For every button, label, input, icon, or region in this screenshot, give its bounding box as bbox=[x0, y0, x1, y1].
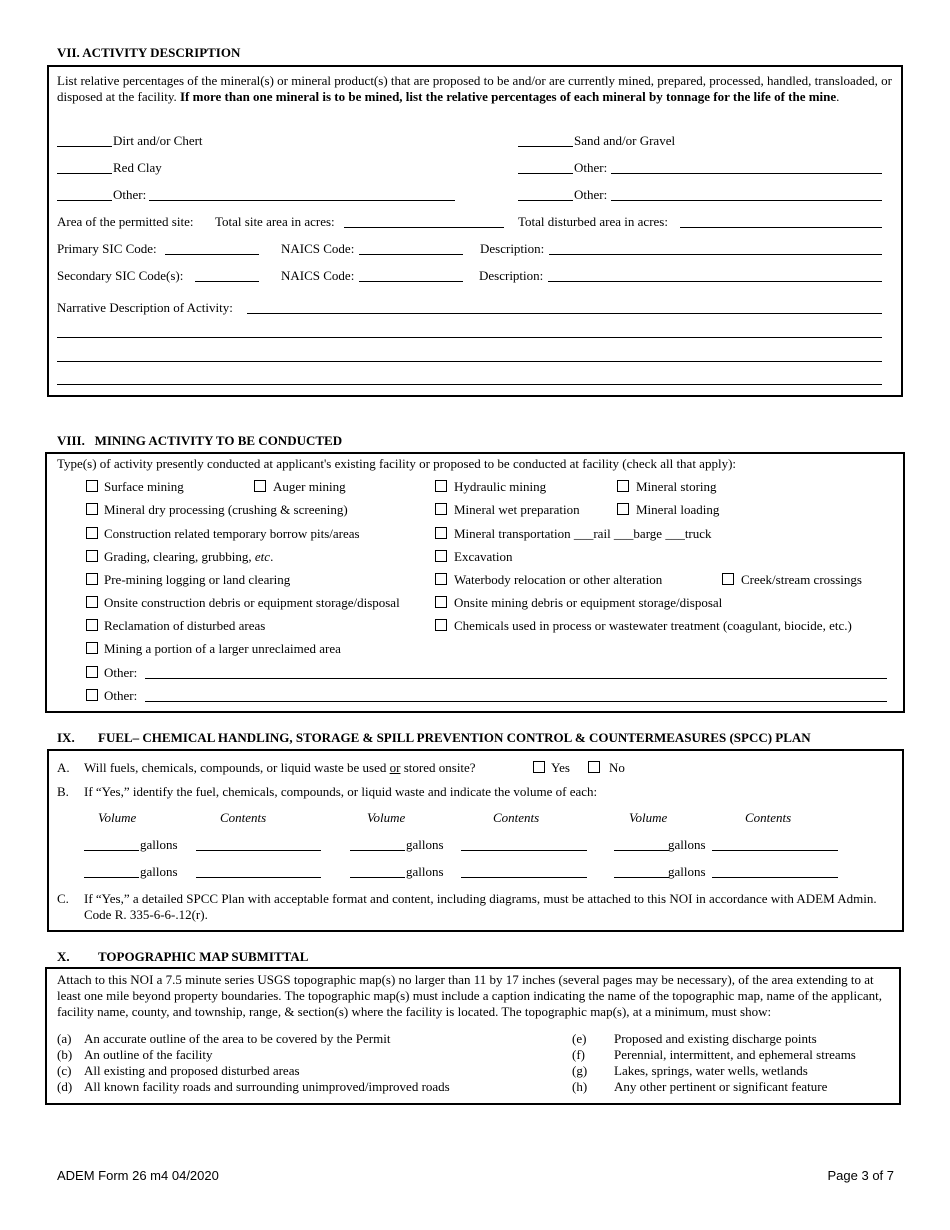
other-right2-label: Other: bbox=[574, 187, 608, 202]
section-vii-box bbox=[47, 65, 903, 397]
contents-header-1: Contents bbox=[220, 810, 267, 825]
primary-sic-field[interactable] bbox=[165, 254, 259, 255]
volume-1-3-field[interactable] bbox=[614, 850, 669, 851]
gallons-label: gallons bbox=[140, 864, 178, 879]
total-disturbed-field[interactable] bbox=[680, 227, 882, 228]
gallons-label: gallons bbox=[406, 837, 444, 852]
section-viii-title: VIII. MINING ACTIVITY TO BE CONDUCTED bbox=[57, 433, 343, 448]
logging-label: Pre-mining logging or land clearing bbox=[104, 572, 291, 587]
other-activity-1-checkbox[interactable] bbox=[86, 666, 98, 678]
chemicals-label: Chemicals used in process or wastewater treatment (coagulant, biocide, etc.) bbox=[454, 618, 852, 633]
total-disturbed-label: Total disturbed area in acres: bbox=[518, 214, 668, 229]
reclamation-checkbox[interactable] bbox=[86, 619, 98, 631]
narrative-field-3[interactable] bbox=[57, 361, 882, 362]
other-activity-2-label: Other: bbox=[104, 688, 138, 703]
sand-label: Sand and/or Gravel bbox=[574, 133, 676, 148]
grading-checkbox[interactable] bbox=[86, 550, 98, 562]
waterbody-checkbox[interactable] bbox=[435, 573, 447, 585]
volume-2-3-field[interactable] bbox=[614, 877, 669, 878]
primary-description-field[interactable] bbox=[549, 254, 882, 255]
footer-form-id: ADEM Form 26 m4 04/2020 bbox=[57, 1168, 219, 1183]
primary-naics-label: NAICS Code: bbox=[281, 241, 355, 256]
question-a-letter: A. bbox=[57, 760, 70, 775]
excavation-label: Excavation bbox=[454, 549, 513, 564]
contents-1-3-field[interactable] bbox=[712, 850, 838, 851]
question-a-text: Will fuels, chemicals, compounds, or liquid waste be used or stored onsite? bbox=[84, 760, 476, 775]
section-x-title: TOPOGRAPHIC MAP SUBMITTAL bbox=[98, 949, 309, 964]
gallons-label: gallons bbox=[668, 837, 706, 852]
other-activity-1-label: Other: bbox=[104, 665, 138, 680]
waterbody-label: Waterbody relocation or other alteration bbox=[454, 572, 663, 587]
mineral-storing-label: Mineral storing bbox=[636, 479, 717, 494]
sand-percent-field[interactable] bbox=[518, 146, 573, 147]
chemicals-checkbox[interactable] bbox=[435, 619, 447, 631]
map-item: (c) All existing and proposed disturbed areas bbox=[57, 1063, 300, 1078]
logging-checkbox[interactable] bbox=[86, 573, 98, 585]
grading-label: Grading, clearing, grubbing, etc. bbox=[104, 549, 274, 564]
mineral-loading-label: Mineral loading bbox=[636, 502, 720, 517]
map-item: (g) Lakes, springs, water wells, wetlands bbox=[572, 1063, 808, 1078]
other-activity-2-checkbox[interactable] bbox=[86, 689, 98, 701]
contents-2-3-field[interactable] bbox=[712, 877, 838, 878]
map-item: (a) An accurate outline of the area to be covered by the Permit bbox=[57, 1031, 391, 1046]
section-x-number: X. bbox=[57, 949, 70, 964]
volume-1-2-field[interactable] bbox=[350, 850, 405, 851]
volume-2-1-field[interactable] bbox=[84, 877, 139, 878]
other-right1-field[interactable] bbox=[611, 173, 882, 174]
mining-debris-label: Onsite mining debris or equipment storage/disposal bbox=[454, 595, 723, 610]
dry-processing-label: Mineral dry processing (crushing & screening) bbox=[104, 502, 348, 517]
unreclaimed-area-checkbox[interactable] bbox=[86, 642, 98, 654]
mining-debris-checkbox[interactable] bbox=[435, 596, 447, 608]
narrative-field-2[interactable] bbox=[57, 337, 882, 338]
total-site-field[interactable] bbox=[344, 227, 504, 228]
red-clay-percent-field[interactable] bbox=[57, 173, 112, 174]
other-right2-percent-field[interactable] bbox=[518, 200, 573, 201]
question-b-text: If “Yes,” identify the fuel, chemicals, compounds, or liquid waste and indicate the volume of each: bbox=[84, 784, 598, 799]
gallons-label: gallons bbox=[406, 864, 444, 879]
map-item: (e) Proposed and existing discharge points bbox=[572, 1031, 817, 1046]
area-label: Area of the permitted site: bbox=[57, 214, 194, 229]
question-c-text: If “Yes,” a detailed SPCC Plan with acceptable format and content, including diagrams, must be attached to this NOI in accordance with ADEM Admin. Code R. 335-6-6-.12(r). bbox=[84, 891, 877, 922]
question-b-letter: B. bbox=[57, 784, 69, 799]
total-site-label: Total site area in acres: bbox=[215, 214, 335, 229]
secondary-naics-label: NAICS Code: bbox=[281, 268, 355, 283]
map-item: (d) All known facility roads and surrounding unimproved/improved roads bbox=[57, 1079, 450, 1094]
other-left-label: Other: bbox=[113, 187, 147, 202]
auger-mining-checkbox[interactable] bbox=[254, 480, 266, 492]
footer-page-number: Page 3 of 7 bbox=[827, 1168, 894, 1183]
contents-2-2-field[interactable] bbox=[461, 877, 587, 878]
no-checkbox[interactable] bbox=[588, 761, 600, 773]
mineral-loading-checkbox[interactable] bbox=[617, 503, 629, 515]
other-right1-percent-field[interactable] bbox=[518, 173, 573, 174]
other-left-field[interactable] bbox=[149, 200, 455, 201]
yes-checkbox[interactable] bbox=[533, 761, 545, 773]
map-item: (h) Any other pertinent or significant feature bbox=[572, 1079, 828, 1094]
secondary-description-label: Description: bbox=[479, 268, 544, 283]
construction-debris-checkbox[interactable] bbox=[86, 596, 98, 608]
volume-header-2: Volume bbox=[367, 810, 406, 825]
borrow-pits-checkbox[interactable] bbox=[86, 527, 98, 539]
mineral-transportation-checkbox[interactable] bbox=[435, 527, 447, 539]
secondary-sic-label: Secondary SIC Code(s): bbox=[57, 268, 184, 283]
section-vii-intro: List relative percentages of the mineral(s) or mineral product(s) that are proposed to be and/or are currently mined, prepared, processed, handled, transloaded, or disposed at the facility. If more than one mineral is to be mined, list the relative percentages of each mineral by tonnage for the life of the mine. bbox=[57, 73, 892, 104]
volume-header-3: Volume bbox=[629, 810, 668, 825]
auger-mining-label: Auger mining bbox=[273, 479, 346, 494]
section-x-intro: Attach to this NOI a 7.5 minute series USGS topographic map(s) no larger than 11 by 17 inches (several pages may be necessary), of the area extending to at least one mile beyond property boundaries. The topographic map(s) must include a caption indicating the name of the topographic map, name of the applicant, facility name, county, and township, range, & section(s) where the facility is located. The topographic map(s), at a minimum, must show: bbox=[57, 972, 883, 1019]
primary-naics-field[interactable] bbox=[359, 254, 463, 255]
mineral-storing-checkbox[interactable] bbox=[617, 480, 629, 492]
no-label: No bbox=[609, 760, 625, 775]
primary-description-label: Description: bbox=[480, 241, 545, 256]
volume-header-1: Volume bbox=[98, 810, 137, 825]
map-items-right bbox=[572, 1031, 856, 1095]
secondary-description-field[interactable] bbox=[548, 281, 882, 282]
map-item: (b) An outline of the facility bbox=[57, 1047, 213, 1062]
other-activity-1-field[interactable] bbox=[145, 678, 887, 679]
borrow-pits-label: Construction related temporary borrow pits/areas bbox=[104, 526, 360, 541]
contents-header-2: Contents bbox=[493, 810, 540, 825]
gallons-label: gallons bbox=[668, 864, 706, 879]
secondary-naics-field[interactable] bbox=[359, 281, 463, 282]
other-right1-label: Other: bbox=[574, 160, 608, 175]
wet-preparation-checkbox[interactable] bbox=[435, 503, 447, 515]
hydraulic-mining-label: Hydraulic mining bbox=[454, 479, 547, 494]
wet-preparation-label: Mineral wet preparation bbox=[454, 502, 580, 517]
contents-2-1-field[interactable] bbox=[196, 877, 321, 878]
narrative-field-4[interactable] bbox=[57, 384, 882, 385]
creek-crossings-checkbox[interactable] bbox=[722, 573, 734, 585]
contents-1-2-field[interactable] bbox=[461, 850, 587, 851]
other-left-percent-field[interactable] bbox=[57, 200, 112, 201]
dirt-percent-field[interactable] bbox=[57, 146, 112, 147]
mineral-transportation-label: Mineral transportation ___rail ___barge ___truck bbox=[454, 526, 712, 541]
secondary-sic-field[interactable] bbox=[195, 281, 259, 282]
red-clay-label: Red Clay bbox=[113, 160, 162, 175]
creek-crossings-label: Creek/stream crossings bbox=[741, 572, 862, 587]
surface-mining-checkbox[interactable] bbox=[86, 480, 98, 492]
volume-2-2-field[interactable] bbox=[350, 877, 405, 878]
excavation-checkbox[interactable] bbox=[435, 550, 447, 562]
hydraulic-mining-checkbox[interactable] bbox=[435, 480, 447, 492]
other-activity-2-field[interactable] bbox=[145, 701, 887, 702]
map-items-left bbox=[57, 1031, 450, 1095]
contents-1-1-field[interactable] bbox=[196, 850, 321, 851]
section-viii-intro: Type(s) of activity presently conducted at applicant's existing facility or proposed to be conducted at facility (check all that apply): bbox=[57, 456, 737, 471]
question-c-letter: C. bbox=[57, 891, 69, 906]
dry-processing-checkbox[interactable] bbox=[86, 503, 98, 515]
other-right2-field[interactable] bbox=[611, 200, 882, 201]
narrative-label: Narrative Description of Activity: bbox=[57, 300, 233, 315]
dirt-label: Dirt and/or Chert bbox=[113, 133, 203, 148]
construction-debris-label: Onsite construction debris or equipment storage/disposal bbox=[104, 595, 400, 610]
narrative-field-1[interactable] bbox=[247, 313, 882, 314]
section-ix-number: IX. bbox=[57, 730, 75, 745]
contents-header-3: Contents bbox=[745, 810, 792, 825]
surface-mining-label: Surface mining bbox=[104, 479, 184, 494]
gallons-label: gallons bbox=[140, 837, 178, 852]
reclamation-label: Reclamation of disturbed areas bbox=[104, 618, 266, 633]
section-vii-title: VII. ACTIVITY DESCRIPTION bbox=[57, 45, 241, 60]
section-ix-title: FUEL– CHEMICAL HANDLING, STORAGE & SPILL PREVENTION CONTROL & COUNTERMEASURES (SPCC) PLAN bbox=[98, 730, 811, 745]
unreclaimed-area-label: Mining a portion of a larger unreclaimed area bbox=[104, 641, 341, 656]
map-item: (f) Perennial, intermittent, and ephemeral streams bbox=[572, 1047, 856, 1062]
yes-label: Yes bbox=[551, 760, 570, 775]
primary-sic-label: Primary SIC Code: bbox=[57, 241, 157, 256]
volume-1-1-field[interactable] bbox=[84, 850, 139, 851]
